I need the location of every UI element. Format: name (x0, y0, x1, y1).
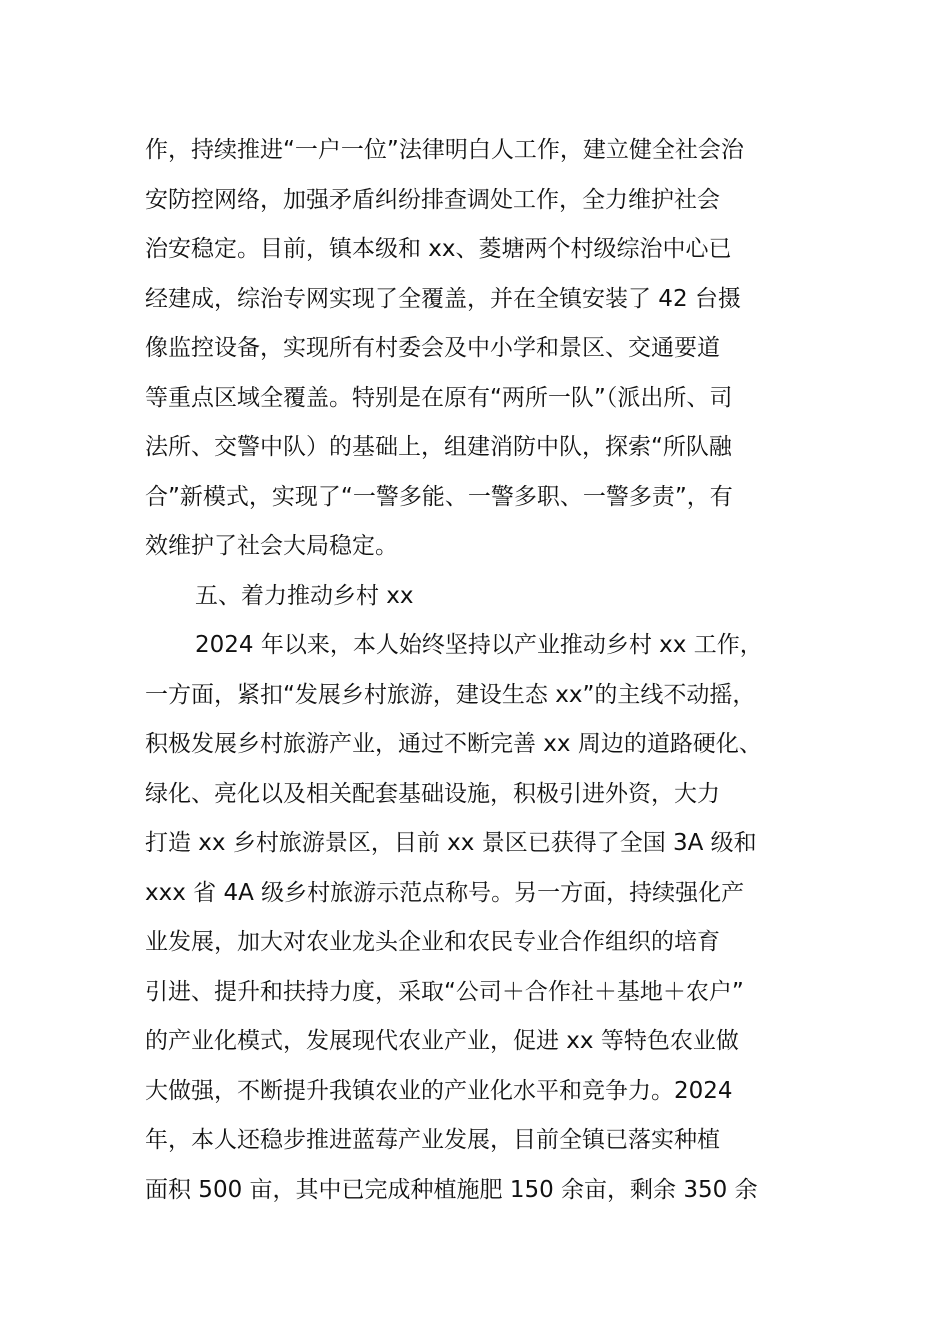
text-line: 法所、交警中队）的基础上，组建消防中队，探索“所队融 (145, 434, 732, 460)
text-line: 年，本人还稳步推进蓝莓产业发展，目前全镇已落实种植 (145, 1127, 720, 1153)
paragraph-first-line: 2024 年以来，本人始终坚持以产业推动乡村 xx 工作， (195, 632, 763, 658)
text-line: 绿化、亮化以及相关配套基础设施，积极引进外资，大力 (145, 780, 720, 807)
text-line: 业发展，加大对农业龙头企业和农民专业合作组织的培育 (145, 929, 720, 955)
text-line: 大做强，不断提升我镇农业的产业化水平和竞争力。2024 (145, 1077, 733, 1104)
text-line: 安防控网络，加强矛盾纠纷排查调处工作，全力维护社会 (145, 186, 720, 213)
text-line: 引进、提升和扶持力度，采取“公司＋合作社＋基地＋农户” (145, 978, 744, 1005)
text-line: 的产业化模式，发展现代农业产业，促进 xx 等特色农业做 (145, 1028, 739, 1054)
text-line: 积极发展乡村旅游产业，通过不断完善 xx 周边的道路硬化、 (145, 731, 762, 757)
text-line: 治安稳定。目前，镇本级和 xx、菱塘两个村级综治中心已 (145, 236, 732, 262)
text-line: 像监控设备，实现所有村委会及中小学和景区、交通要道 (145, 335, 720, 361)
section-heading: 五、着力推动乡村 xx (195, 582, 414, 609)
text-line: 面积 500 亩，其中已完成种植施肥 150 余亩，剩余 350 余 (145, 1176, 758, 1203)
text-line: 合”新模式，实现了“一警多能、一警多职、一警多责”，有 (145, 483, 733, 510)
body-text (145, 126, 845, 1215)
text-line: xxx 省 4A 级乡村旅游示范点称号。另一方面，持续强化产 (145, 879, 745, 906)
text-line: 效维护了社会大局稳定。 (145, 533, 398, 559)
text-line: 作，持续推进“一户一位”法律明白人工作，建立健全社会治 (145, 137, 744, 163)
text-line: 经建成，综治专网实现了全覆盖，并在全镇安装了 42 台摄 (145, 285, 741, 312)
text-line: 等重点区域全覆盖。特别是在原有“两所一队”（派出所、司 (145, 384, 733, 411)
text-line: 一方面，紧扣“发展乡村旅游，建设生态 xx”的主线不动摇， (145, 681, 756, 708)
text-line: 打造 xx 乡村旅游景区，目前 xx 景区已获得了全国 3A 级和 (145, 830, 757, 856)
